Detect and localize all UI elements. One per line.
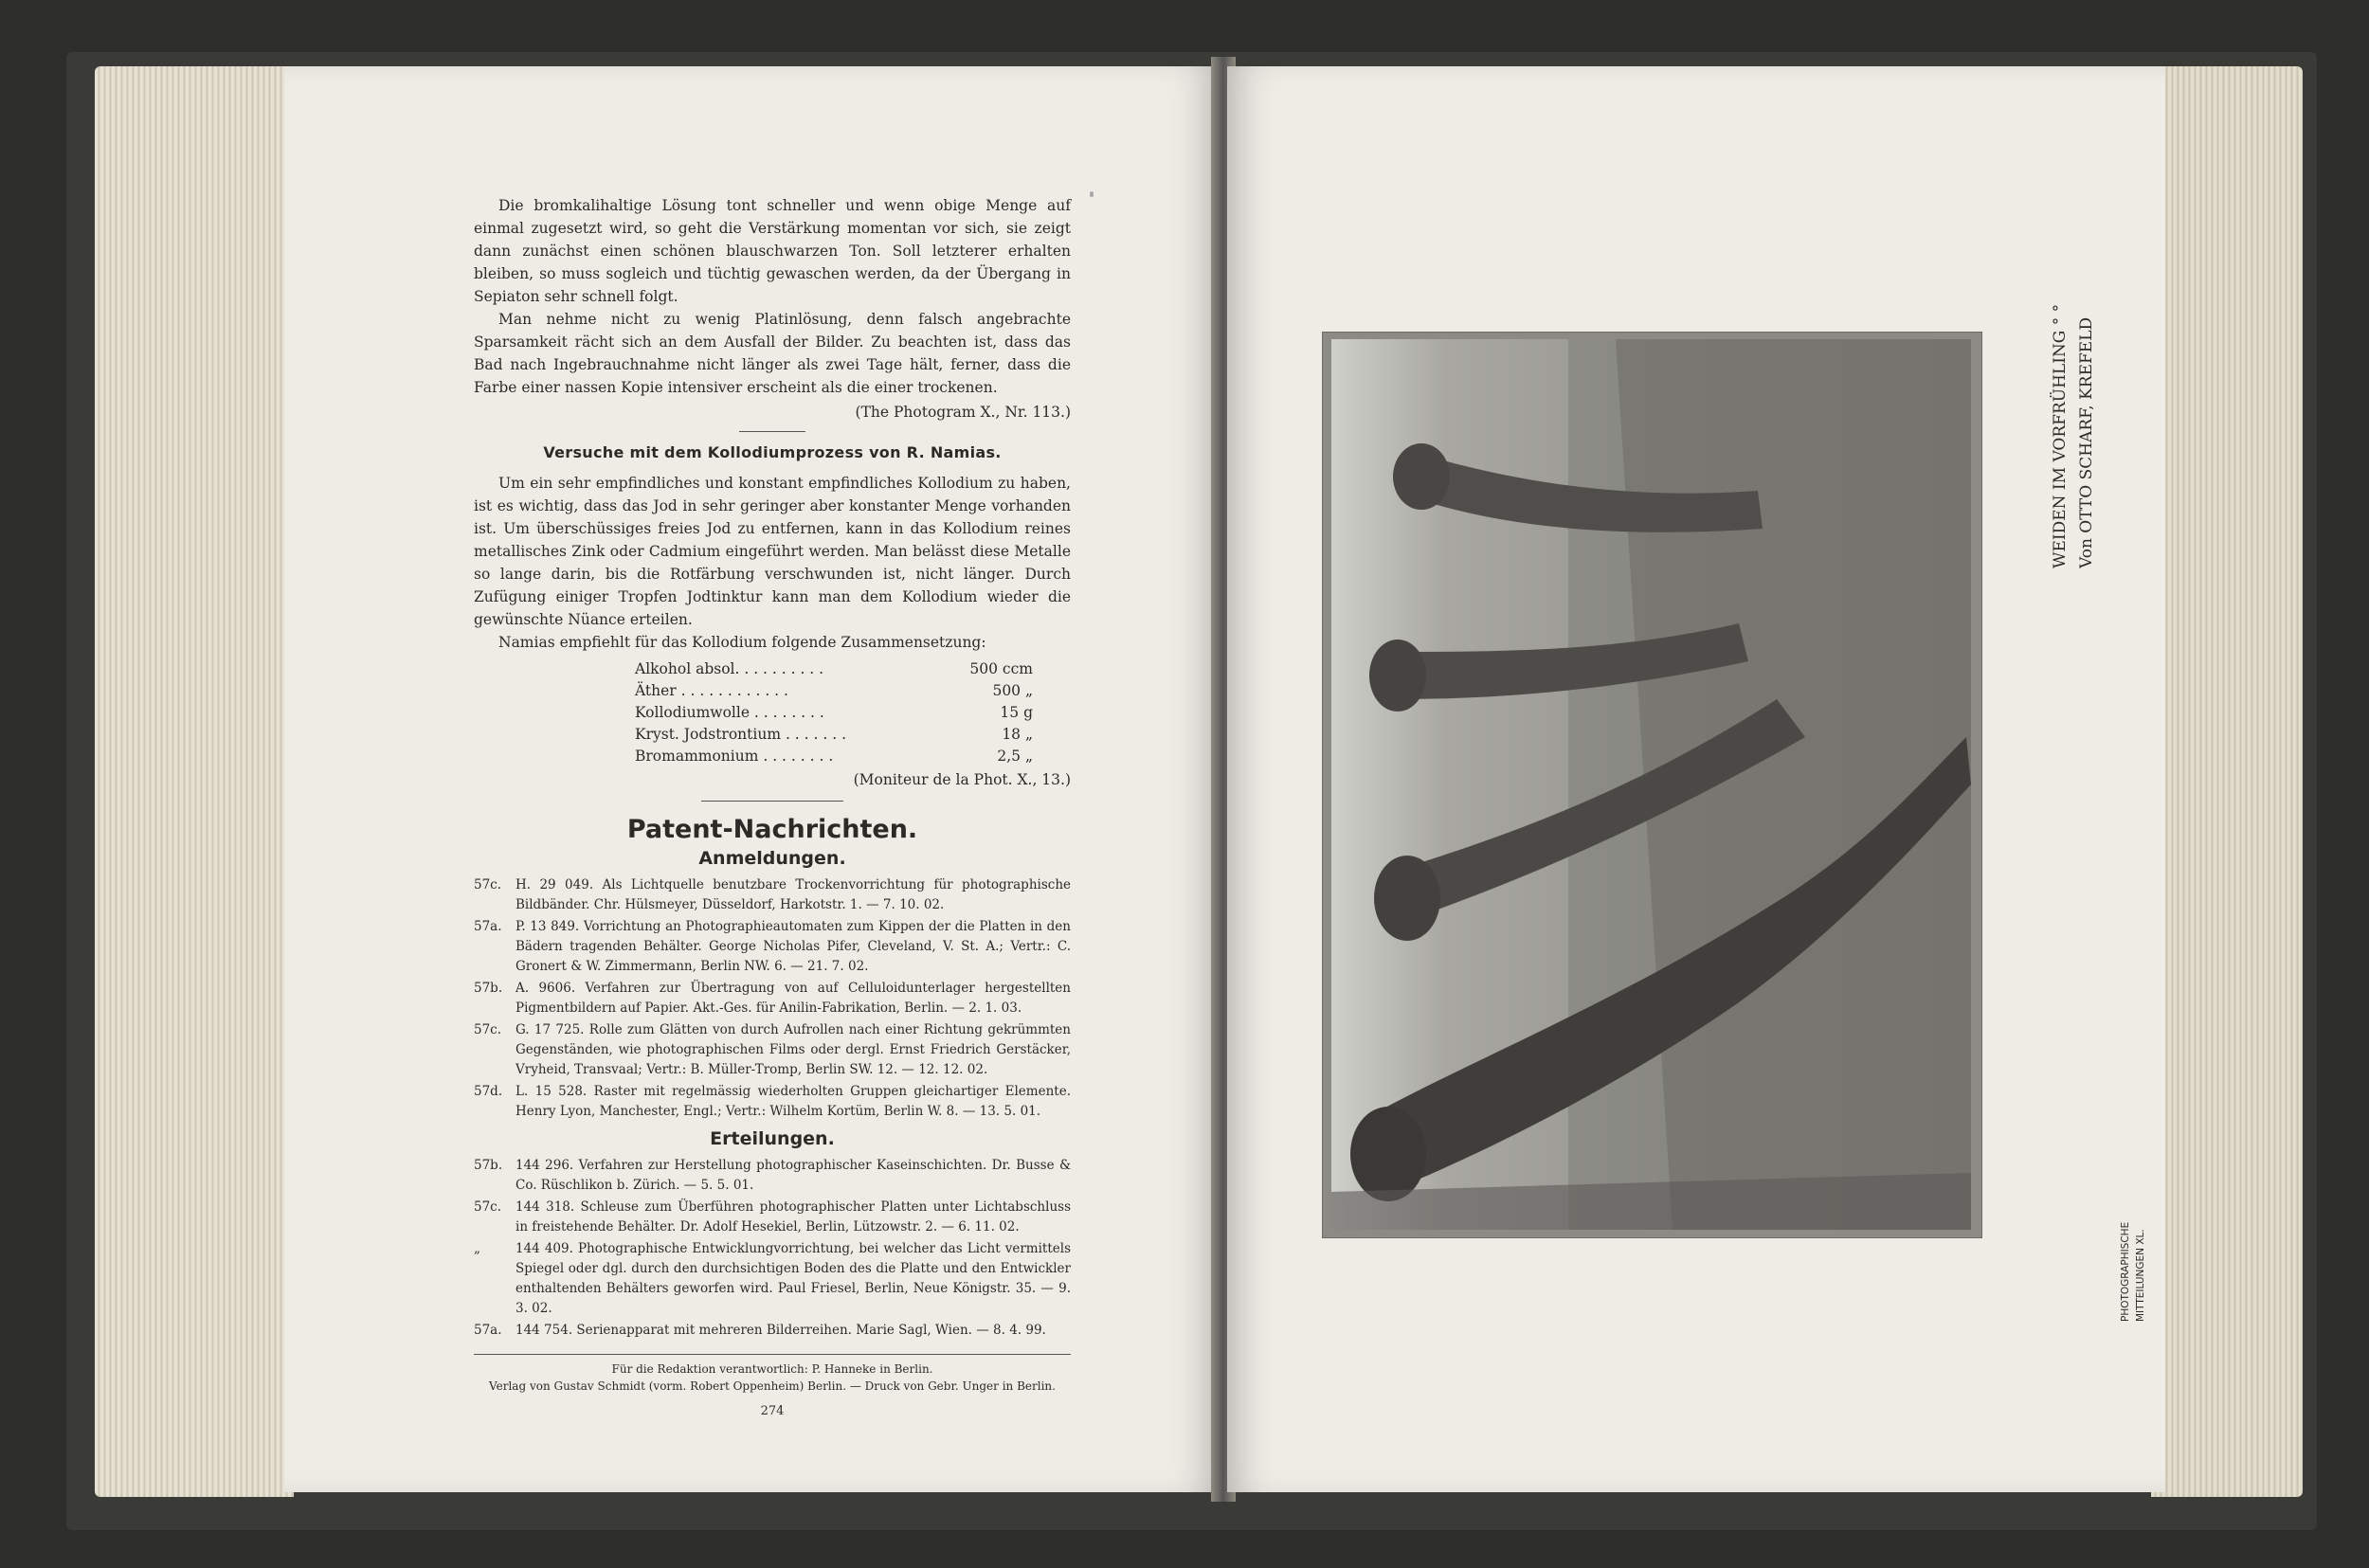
recipe-ingredient: Äther . . . . . . . . . . . . [635, 682, 788, 699]
recipe-row [635, 745, 1033, 766]
recipe-row [635, 658, 1033, 679]
list-item [474, 1156, 1071, 1196]
entry-text: 144 296. Verfahren zur Herstellung photographischer Kaseinschichten. Dr. Busse & Co. Rüschlikon b. Zürich. — 5. 5. 01. [515, 1158, 1071, 1193]
divider [739, 431, 805, 432]
entry-code: 57c. [474, 877, 502, 892]
divider-long [701, 801, 843, 802]
entry-text: L. 15 528. Raster mit regelmässig wiederholten Gruppen gleichartiger Elemente. Henry Lyon, Manchester, Engl.; Vertr.: Wilhelm Kortüm, Berlin W. 8. — 13. 5. 01. [515, 1084, 1071, 1119]
entry-text: A. 9606. Verfahren zur Übertragung von auf Celluloidunterlager hergestellten Pigmentbildern auf Papier. Akt.-Ges. für Anilin-Fabrikation, Berlin. — 2. 1. 03. [515, 981, 1071, 1016]
list-item [474, 917, 1071, 977]
journal-label-line-2: MITTEILUNGEN XL. [2135, 1229, 2146, 1322]
left-page-text [474, 194, 1071, 1423]
recipe-ingredient: Kollodiumwolle . . . . . . . . [635, 704, 824, 721]
recipe-ingredient: Bromammonium . . . . . . . . [635, 748, 834, 765]
recipe-ingredient: Alkohol absol. . . . . . . . . . [635, 660, 824, 677]
entry-text: H. 29 049. Als Lichtquelle benutzbare Trockenvorrichtung für photographische Bildbänder. Chr. Hülsmeyer, Düsseldorf, Harkotstr. 1. — 7. 10. 02. [515, 877, 1071, 912]
entry-text: G. 17 725. Rolle zum Glätten von durch Aufrollen nach einer Richtung gekrümmten Gegenständen, wie photographischen Films oder dergl. Ernst Friedrich Gerstäcker, Vryheid, Transvaal; Vertr.: B. Müller-Tromp, Berlin SW. 12. — 12. 12. 02. [515, 1022, 1071, 1077]
entry-text: 144 318. Schleuse zum Überführen photographischer Platten unter Lichtabschluss in freistehende Behälter. Dr. Adolf Hesekiel, Berlin, Lützowstr. 2. — 6. 11. 02. [515, 1199, 1071, 1235]
entry-text: 144 754. Serienapparat mit mehreren Bilderreihen. Marie Sagl, Wien. — 8. 4. 99. [515, 1323, 1046, 1338]
citation-photogram: (The Photogram X., Nr. 113.) [855, 404, 1071, 421]
footer-rule [474, 1354, 1071, 1355]
list-item [474, 1321, 1071, 1341]
entry-code: 57d. [474, 1084, 503, 1099]
list-item [474, 979, 1071, 1018]
plate-caption [2047, 256, 2104, 568]
namias-paragraph: Um ein sehr empfindliches und konstant empfindliches Kollodium zu haben, ist es wichtig, dass das Jod in sehr geringer aber konstanter Menge vorhanden ist. Um überschüssiges freies Jod zu entfernen, kann in das Kollodium reines metallisches Zink oder Cadmium eingeführt werden. Man belässt diese Metalle so lange darin, bis die Rotfärbung verschwunden ist, nicht länger. Durch Zufügung einiger Tropfen Jodtinktur kann man dem Kollodium wieder die gewünschte Nüance erteilen. [474, 475, 1071, 628]
entry-text: P. 13 849. Vorrichtung an Photographieautomaten zum Kippen der die Platten in den Bädern tragenden Behälter. George Nicholas Pifer, Cleveland, V. St. A.; Vertr.: C. Gronert & W. Zimmermann, Berlin NW. 6. — 21. 7. 02. [515, 919, 1071, 974]
list-item [474, 1082, 1071, 1122]
entry-code: 57b. [474, 981, 503, 996]
entry-code: 57c. [474, 1022, 502, 1037]
journal-label [2118, 1189, 2165, 1322]
erteilungen-list [474, 1156, 1071, 1341]
recipe-ingredient: Kryst. Jodstrontium . . . . . . . [635, 726, 847, 743]
page-edges-right [2151, 66, 2303, 1497]
recipe-row [635, 701, 1033, 723]
recipe-table [635, 658, 1033, 766]
section-title-namias: Versuche mit dem Kollodiumprozess von R. Namias. [543, 443, 1002, 461]
erteilungen-title: Erteilungen. [710, 1128, 835, 1149]
list-item [474, 875, 1071, 915]
entry-code: 57a. [474, 1323, 502, 1338]
list-item [474, 1239, 1071, 1319]
list-item [474, 1020, 1071, 1080]
recipe-quantity: 15 g [1000, 704, 1033, 721]
page-number: 274 [760, 1404, 785, 1418]
page-speck [1090, 191, 1094, 197]
anmeldungen-list [474, 875, 1071, 1122]
entry-code: 57a. [474, 919, 502, 934]
entry-code: 57b. [474, 1158, 503, 1173]
paragraph-2: Man nehme nicht zu wenig Platinlösung, denn falsch angebrachte Sparsamkeit rächt sich an dem Ausfall der Bilder. Zu beachten ist, dass das Bad nach Ingebrauchnahme nicht länger als zwei Tage hält, ferner, dass die Farbe einer nassen Kopie intensiver erscheint als die einer trockenen. [474, 311, 1071, 396]
recipe-row [635, 723, 1033, 745]
caption-title: WEIDEN IM VORFRÜHLING ° ° [2051, 303, 2070, 568]
recipe-row [635, 679, 1033, 701]
recipe-quantity: 500 ccm [969, 660, 1033, 677]
list-item [474, 1198, 1071, 1237]
recipe-quantity: 18 „ [1002, 726, 1033, 743]
footer-line-editor: Für die Redaktion verantwortlich: P. Hanneke in Berlin. [611, 1362, 933, 1376]
page-edges-left [95, 66, 294, 1497]
willow-trees-illustration [1331, 339, 1971, 1230]
recipe-intro: Namias empfiehlt für das Kollodium folgende Zusammensetzung: [498, 634, 986, 651]
journal-label-line-1: PHOTOGRAPHISCHE [2120, 1221, 2131, 1322]
recipe-quantity: 2,5 „ [997, 748, 1033, 765]
citation-moniteur: (Moniteur de la Phot. X., 13.) [853, 771, 1071, 788]
caption-author: Von OTTO SCHARF, KREFELD [2077, 316, 2096, 568]
willow-photograph [1331, 339, 1971, 1230]
entry-code: 57c. [474, 1199, 502, 1215]
paragraph-1: Die bromkalihaltige Lösung tont schneller und wenn obige Menge auf einmal zugesetzt wird, so geht die Verstärkung momentan vor sich, sie zeigt dann zunächst einen schönen blauschwarzen Ton. Soll letzterer erhalten bleiben, so muss sogleich und tüchtig gewaschen werden, da der Übergang in Sepiaton sehr schnell folgt. [474, 197, 1071, 305]
anmeldungen-title: Anmeldungen. [698, 848, 846, 869]
footer-line-publisher: Verlag von Gustav Schmidt (vorm. Robert Oppenheim) Berlin. — Druck von Gebr. Unger in Berlin. [489, 1379, 1056, 1393]
left-page [284, 66, 1218, 1492]
imprint-footer [474, 1354, 1071, 1395]
recipe-quantity: 500 „ [992, 682, 1033, 699]
entry-code: „ [474, 1241, 480, 1256]
patent-title: Patent-Nachrichten. [626, 815, 918, 844]
entry-text: 144 409. Photographische Entwicklungvorrichtung, bei welcher das Licht vermittels Spiegel oder dgl. durch den durchsichtigen Boden des die Platte und den Entwickler enthaltenden Behälters geworfen wird. Paul Friesel, Berlin, Neue Königstr. 35. — 9. 3. 02. [515, 1241, 1071, 1316]
